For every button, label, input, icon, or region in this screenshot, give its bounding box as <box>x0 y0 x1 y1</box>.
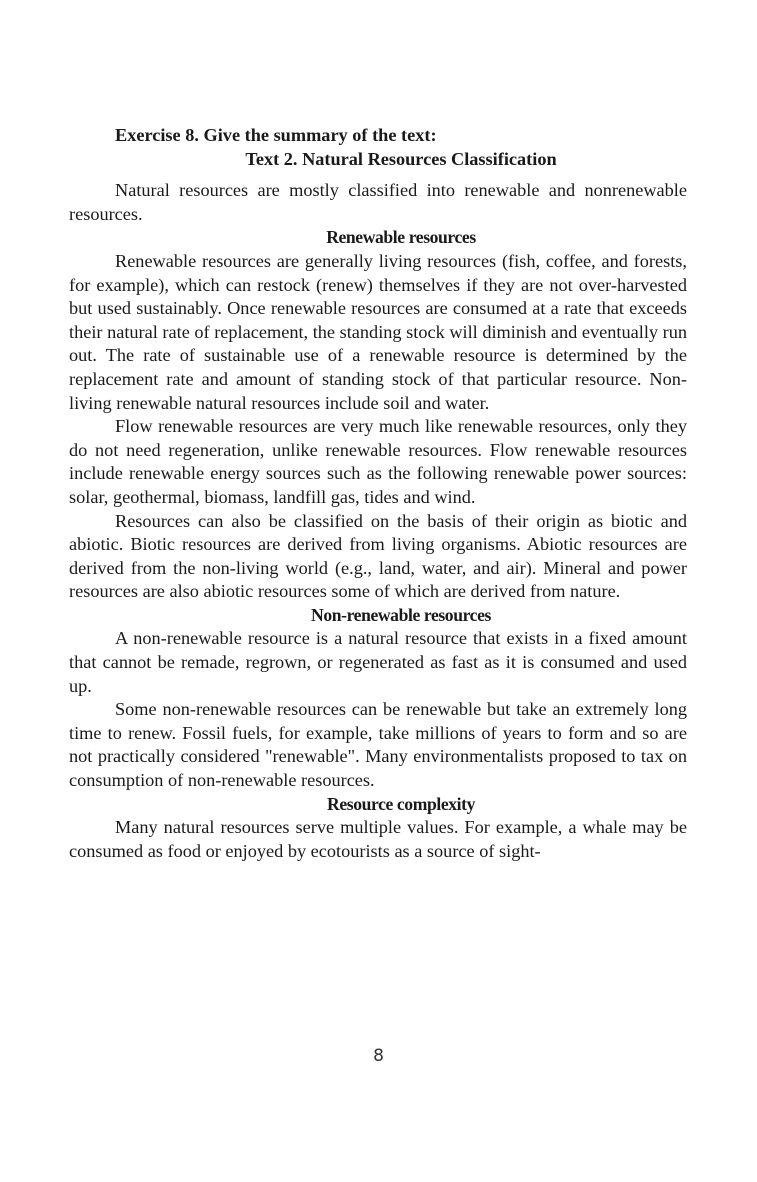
exercise-heading: Exercise 8. Give the summary of the text: <box>115 125 437 145</box>
nonrenewable-resources-heading: Non-renewable resources <box>311 604 491 625</box>
nonrenewable-paragraph-2: Some non-renewable resources can be renewable but take an extremely long time to renew. Fossil fuels, for example, take millions of years to form and so are not practically considered "renewable". Many environmentalists proposed to tax on consumption of non-renewable resources. <box>69 699 687 791</box>
text-title: Text 2. Natural Resources Classification <box>245 148 557 169</box>
renewable-paragraph-3: Resources can also be classified on the basis of their origin as biotic and abiotic. Biotic resources are derived from living organisms. Abiotic resources are derived from the non-living world (e.g., land, water, and air). Mineral and power resources are also abiotic resources some of which are derived from nature. <box>69 510 687 602</box>
page-body <box>69 124 687 863</box>
intro-paragraph: Natural resources are mostly classified into renewable and nonrenewable resources. <box>69 180 687 224</box>
complexity-paragraph-1: Many natural resources serve multiple values. For example, a whale may be consumed as food or enjoyed by ecotourists as a source of sight- <box>69 817 687 861</box>
renewable-paragraph-1: Renewable resources are generally living resources (fish, coffee, and forests, for example), which can restock (renew) themselves if they are not over-harvested but used sustainably. Once renewable resources are consumed at a rate that exceeds their natural rate of replacement, the standing stock will diminish and eventually run out. The rate of sustainable use of a renewable resource is determined by the replacement rate and amount of standing stock of that particular resource. Non-living renewable natural resources include soil and water. <box>69 250 687 413</box>
renewable-resources-heading: Renewable resources <box>326 227 476 248</box>
nonrenewable-paragraph-1: A non-renewable resource is a natural resource that exists in a fixed amount that cannot be remade, regrown, or regenerated as fast as it is consumed and used up. <box>69 628 687 696</box>
renewable-paragraph-2: Flow renewable resources are very much like renewable resources, only they do not need regeneration, unlike renewable resources. Flow renewable resources include renewable energy sources such as the following renewable power sources: solar, geothermal, biomass, landfill gas, tides and wind. <box>69 416 687 507</box>
resource-complexity-heading: Resource complexity <box>327 793 475 814</box>
page-number: 8 <box>373 1046 384 1066</box>
